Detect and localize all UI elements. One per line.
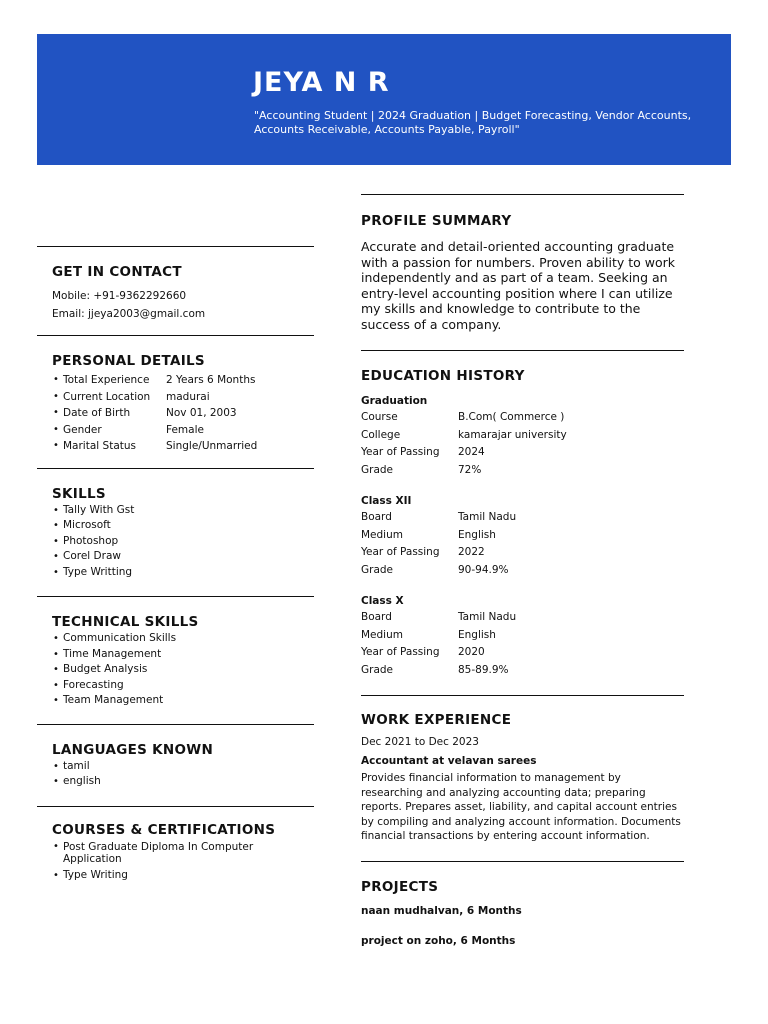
work-experience-section [361,695,684,861]
education-row [361,462,684,480]
contact-title: GET IN CONTACT [52,264,182,280]
education-label: Grade [361,563,394,576]
work-role: Accountant at velavan sarees [361,755,537,767]
language-item: • tamil [63,759,314,775]
education-row [361,527,684,545]
courses-title: COURSES & CERTIFICATIONS [52,821,276,838]
education-label: Medium [361,528,403,541]
education-value: 2020 [458,646,485,658]
education-label: Course [361,411,398,423]
personal-detail-value: Female [166,423,204,436]
candidate-name: JEYA N R [253,67,390,98]
project-item: naan mudhalvan, 6 Months [361,904,522,917]
work-experience-title: WORK EXPERIENCE [361,712,512,728]
education-class-x [361,593,684,679]
education-row [361,409,684,427]
personal-details-section [37,335,314,468]
right-column [361,194,684,982]
education-label: Board [361,611,392,623]
technical-skills-title: TECHNICAL SKILLS [52,614,199,630]
education-value: Tamil Nadu [458,511,517,523]
contact-section [37,246,314,335]
education-label: Medium [361,628,403,641]
contact-email: Email: jjeya2003@gmail.com [52,308,206,320]
personal-detail-value: madurai [166,390,210,403]
education-row [361,544,684,562]
education-value: Tamil Nadu [458,611,517,623]
languages-list [52,759,314,790]
education-row [361,444,684,462]
education-group-title: Class XII [361,495,412,507]
contact-mobile: Mobile: +91-9362292660 [52,290,187,302]
left-column [37,246,314,899]
education-group-title: Class X [361,595,404,607]
education-row [361,427,684,445]
personal-detail-value: Nov 01, 2003 [166,407,237,419]
education-value: 2022 [458,546,485,558]
skill-item: • Microsoft [63,518,314,534]
personal-detail-row [52,438,314,455]
personal-detail-label: • Date of Birth [52,405,166,422]
personal-detail-row [52,372,314,389]
skill-item: • Tally With Gst [63,503,314,519]
education-value: B.Com( Commerce ) [458,411,565,423]
project-item: project on zoho, 6 Months [361,934,516,947]
education-row [361,627,684,645]
skill-item: • Photoshop [63,534,314,550]
education-title: EDUCATION HISTORY [361,368,525,384]
work-description: Provides financial information to management by researching and analyzing accounting data; preparing reports. Prepares asset, liability, and capital account entries by compiling and analyzing account information. Documents financial transactions by entering account information. [361,772,681,842]
technical-skill-item: • Budget Analysis [63,662,314,678]
skill-item: • Corel Draw [63,549,314,565]
technical-skill-item: • Time Management [63,647,314,663]
languages-title: LANGUAGES KNOWN [52,741,214,758]
candidate-tagline: "Accounting Student | 2024 Graduation | Budget Forecasting, Vendor Accounts, Accounts Receivable, Accounts Payable, Payroll" [254,109,692,136]
education-row [361,509,684,527]
courses-list [52,841,273,884]
work-date-range: Dec 2021 to Dec 2023 [361,736,479,748]
education-row [361,662,684,680]
education-value: kamarajar university [458,428,567,441]
education-label: Grade [361,663,394,676]
resume-header [37,34,731,165]
personal-detail-label: • Gender [52,422,166,439]
education-row [361,562,684,580]
profile-summary-text: Accurate and detail-oriented accounting graduate with a passion for numbers. Proven ability to work independently and as part of a team. Seeking an entry-level accounting position where I can utilize my skills and knowledge to contribute to the success of a company. [361,239,676,332]
projects-section [361,861,684,982]
course-item: • Post Graduate Diploma In Computer Application [63,841,273,866]
education-label: College [361,428,401,441]
personal-detail-row [52,389,314,406]
education-value: 85-89.9% [458,663,509,676]
technical-skills-list [52,631,314,709]
education-value: 72% [458,463,482,476]
personal-detail-label: • Total Experience [52,372,166,389]
education-value: 90-94.9% [458,563,509,576]
technical-skill-item: • Team Management [63,693,314,709]
technical-skill-item: • Communication Skills [63,631,314,647]
education-row [361,609,684,627]
education-class-xii [361,493,684,579]
education-label: Grade [361,463,394,476]
profile-summary-title: PROFILE SUMMARY [361,213,512,229]
skill-item: • Type Writting [63,565,314,581]
courses-section [37,806,314,900]
education-graduation [361,393,684,479]
personal-detail-value: Single/Unmarried [166,440,258,452]
education-value: English [458,528,496,541]
personal-detail-label: • Marital Status [52,438,166,455]
skills-list [52,503,314,581]
profile-summary-section [361,194,684,350]
technical-skills-section [37,596,314,724]
course-item: • Type Writing [63,868,273,884]
personal-detail-row [52,405,314,422]
education-row [361,644,684,662]
education-label: Year of Passing [361,646,440,658]
education-label: Year of Passing [361,546,440,558]
education-label: Board [361,511,392,523]
personal-detail-row [52,422,314,439]
education-group-title: Graduation [361,395,428,407]
technical-skill-item: • Forecasting [63,678,314,694]
languages-section [37,724,314,806]
language-item: • english [63,774,314,790]
projects-title: PROJECTS [361,878,439,895]
skills-title: SKILLS [52,485,106,502]
education-section [361,350,684,695]
skills-section [37,468,314,597]
education-value: English [458,628,496,641]
education-label: Year of Passing [361,446,440,458]
education-value: 2024 [458,446,485,458]
personal-detail-label: • Current Location [52,389,166,406]
personal-detail-value: 2 Years 6 Months [166,374,256,386]
personal-details-title: PERSONAL DETAILS [52,353,205,369]
